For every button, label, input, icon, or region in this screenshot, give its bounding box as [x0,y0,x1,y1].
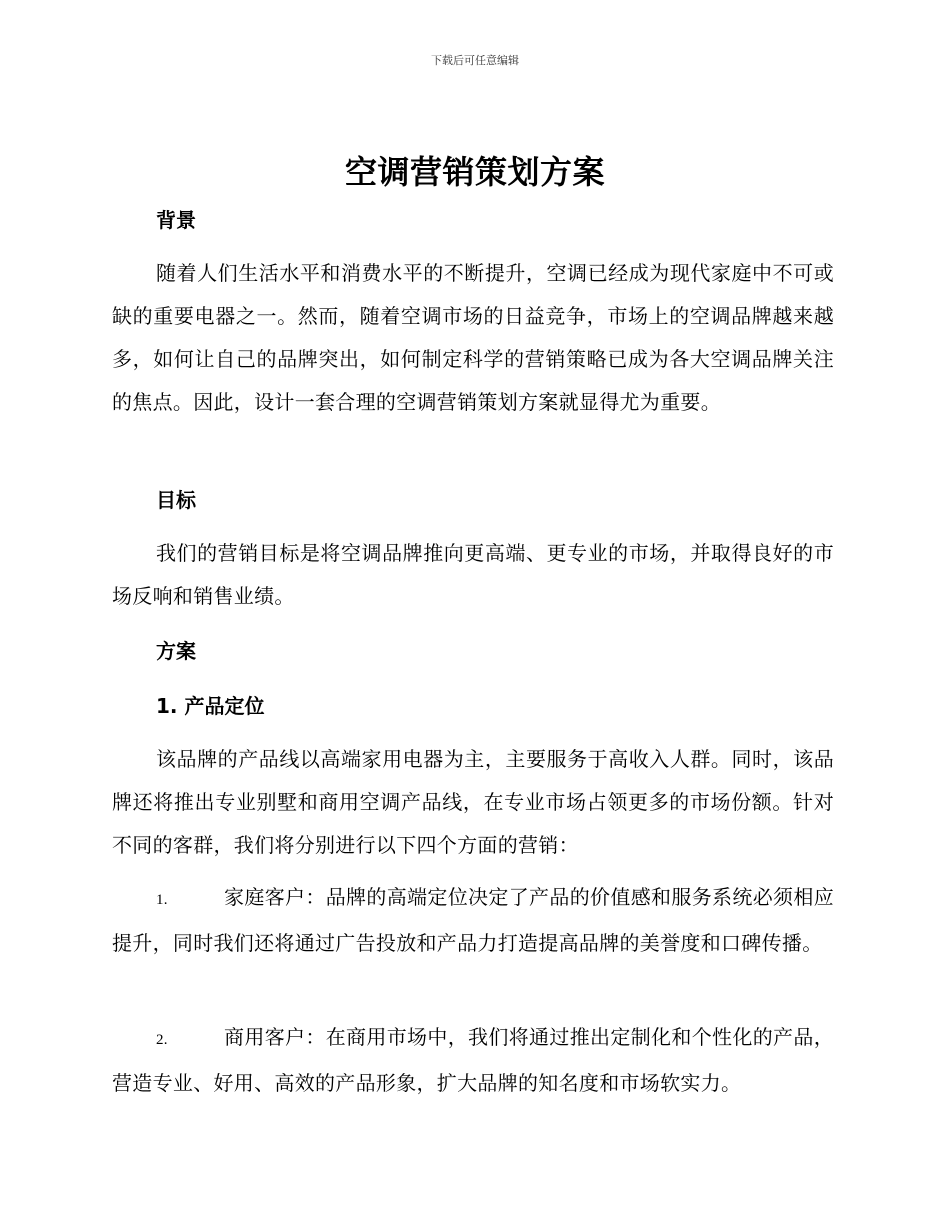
section-heading-plan: 方案 [156,639,196,663]
paragraph-background: 随着人们生活水平和消费水平的不断提升，空调已经成为现代家庭中不可或缺的重要电器之一。然而，随着空调市场的日益竞争，市场上的空调品牌越来越多，如何让自己的品牌突出，如何制定科学的营销策略已成为各大空调品牌关注的焦点。因此，设计一套合理的空调营销策划方案就显得尤为重要。 [112,261,834,414]
list-item [112,876,834,965]
section-heading-goal: 目标 [156,488,196,512]
list-item-text: 商用客户：在商用市场中，我们将通过推出定制化和个性化的产品，营造专业、好用、高效的产品形象，扩大品牌的知名度和市场软实力。 [112,1025,834,1095]
paragraph-product-positioning: 该品牌的产品线以高端家用电器为主，主要服务于高收入人群。同时，该品牌还将推出专业别墅和商用空调产品线，在专业市场占领更多的市场份额。针对不同的客群，我们将分别进行以下四个方面的营销： [112,747,834,857]
paragraph-goal: 我们的营销目标是将空调品牌推向更高端、更专业的市场，并取得良好的市场反响和销售业绩。 [112,541,834,608]
list-item [112,1016,834,1105]
list-item-number: 2. [156,1032,168,1048]
document-title: 空调营销策划方案 [344,153,605,191]
subheading-product-positioning: 1. 产品定位 [156,694,265,718]
list-item-text: 家庭客户：品牌的高端定位决定了产品的价值感和服务系统必须相应提升，同时我们还将通过广告投放和产品力打造提高品牌的美誉度和口碑传播。 [112,885,834,955]
page-header-note: 下载后可任意编辑 [431,54,519,67]
section-heading-background: 背景 [156,208,196,232]
list-item-number: 1. [156,892,168,908]
